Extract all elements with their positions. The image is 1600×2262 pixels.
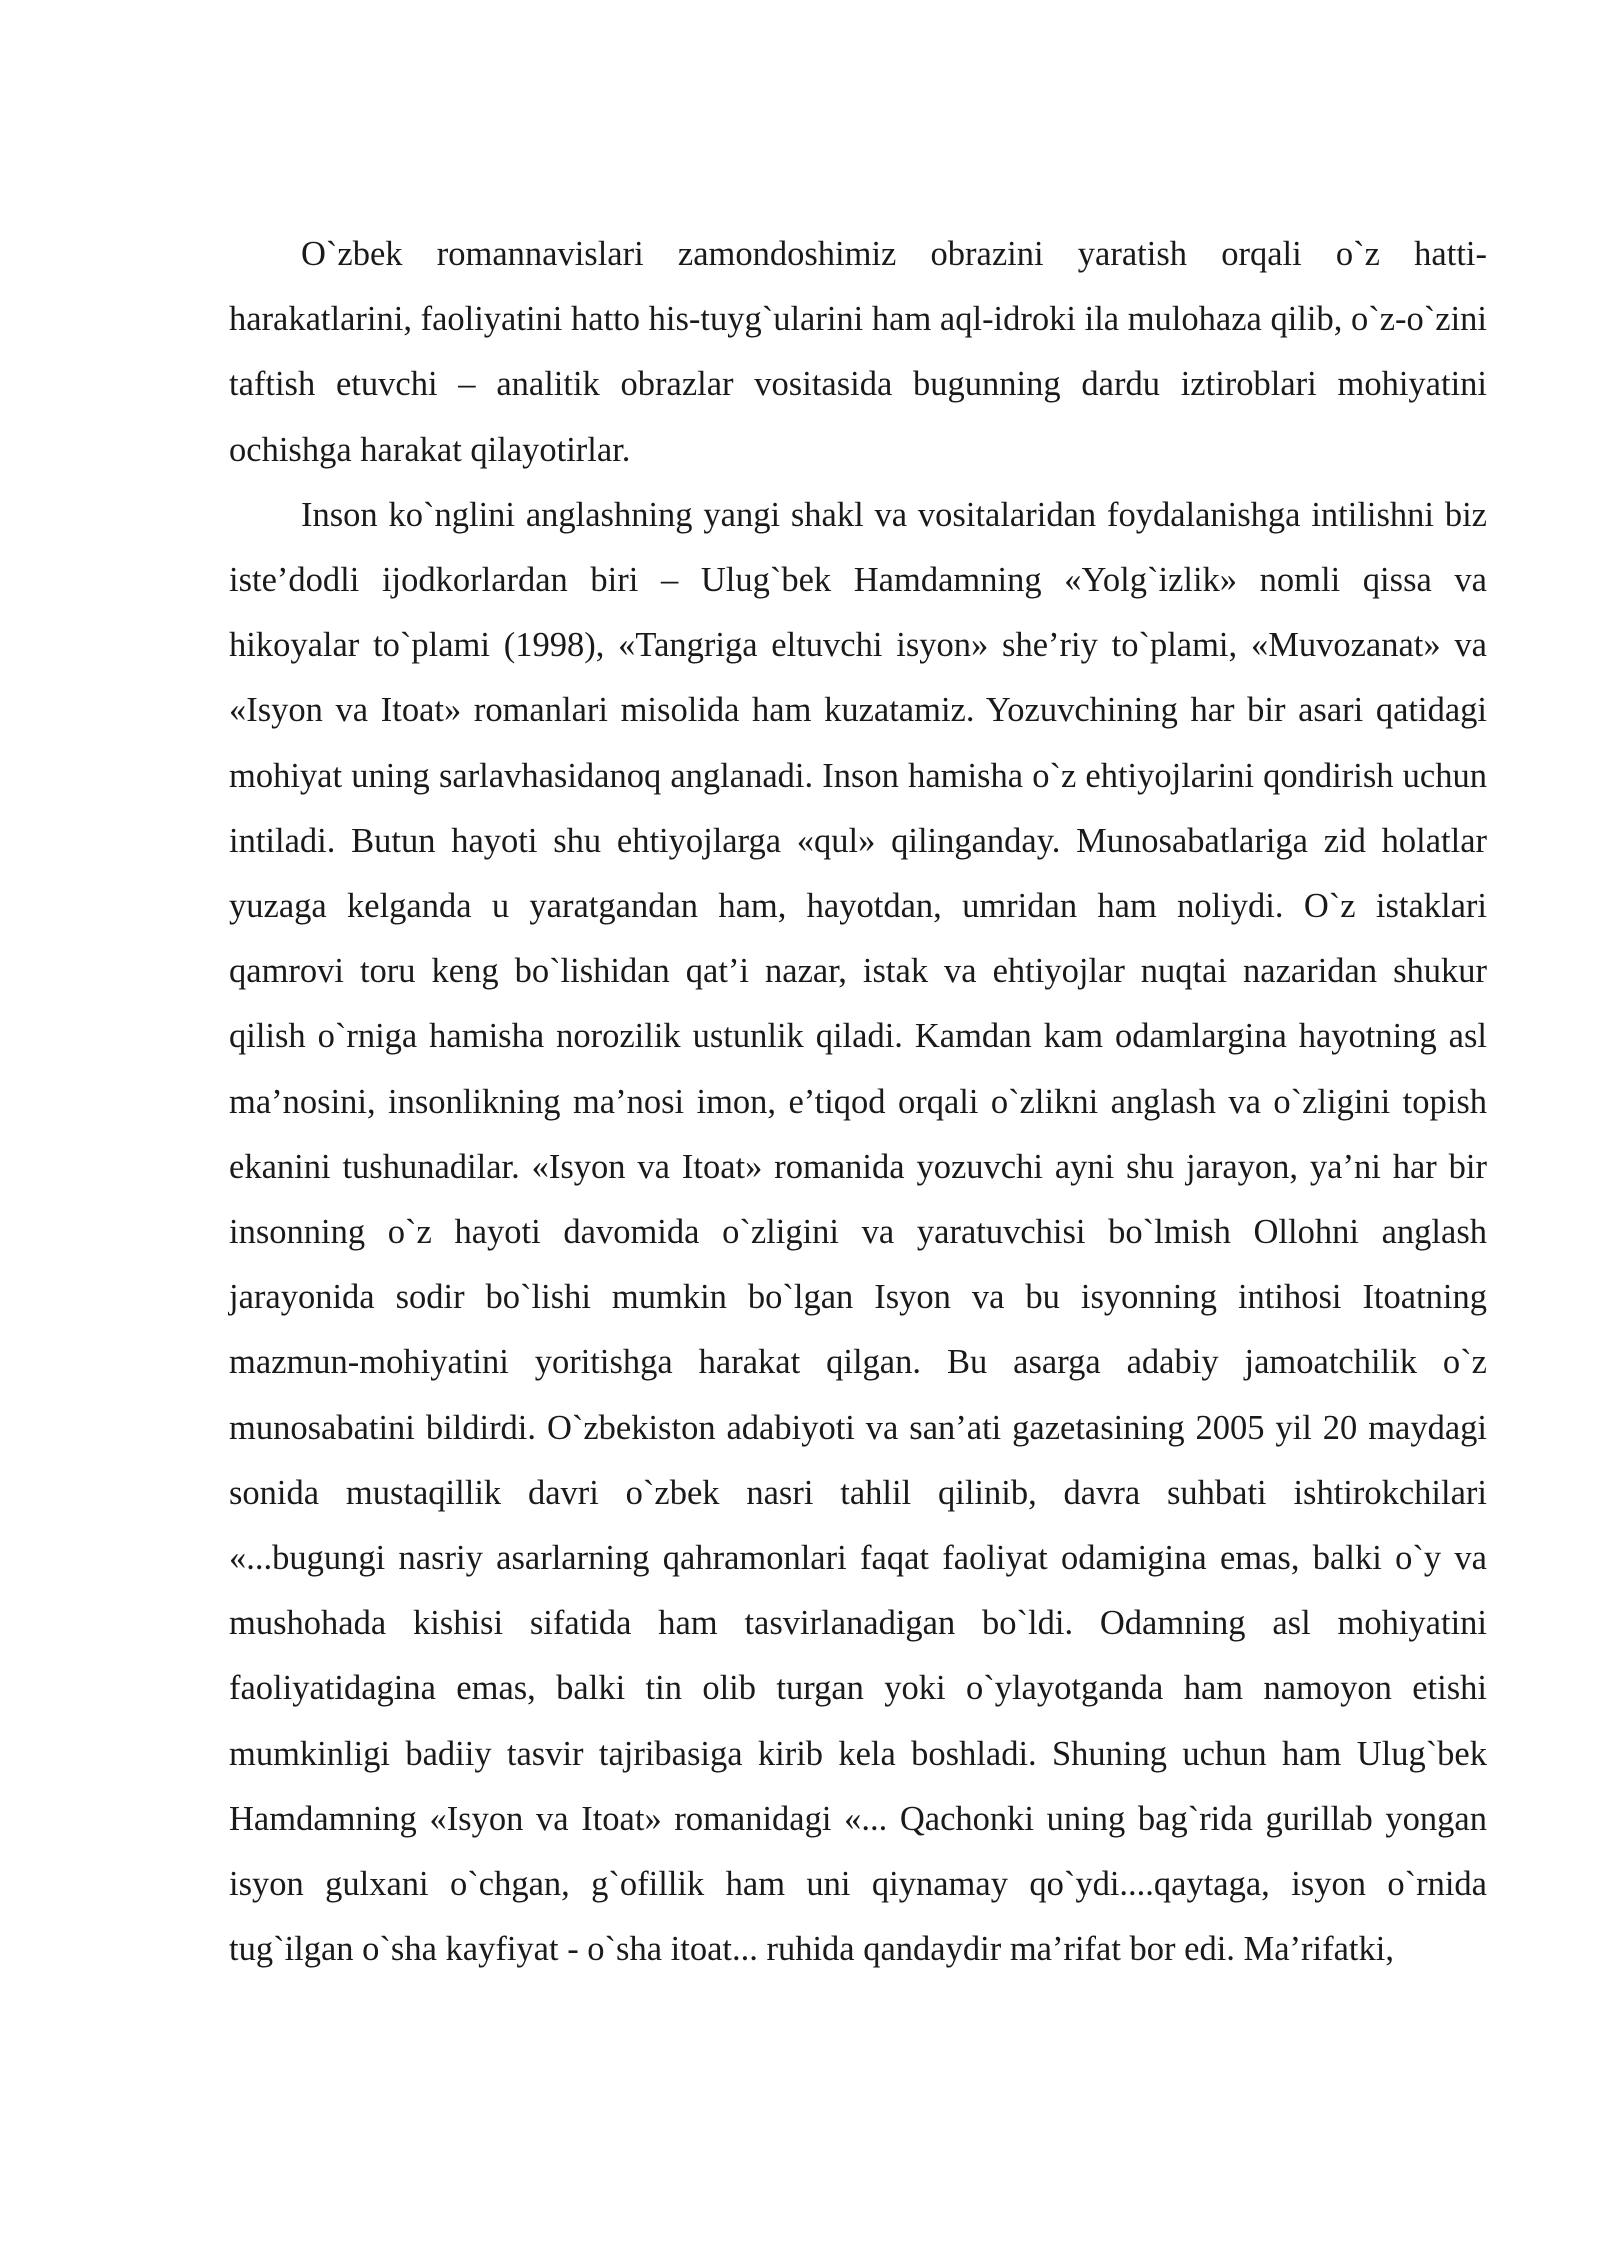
paragraph-2: Inson ko`nglini anglashning yangi shakl va vositalaridan foydalanishga intilishni biz iste’dodli ijodkorlardan biri – Ulug`bek Hamdamning «Yolg`izlik» nomli qissa va hikoyalar to`plami (1998), «Tangriga eltuvchi isyon» she’riy to`plami, «Muvozanat» va «Isyon va Itoat» romanlari misolida ham kuzatamiz. Yozuvchining har bir asari qatidagi mohiyat uning sarlavhasidanoq anglanadi. Inson hamisha o`z ehtiyojlarini qondirish uchun intiladi. Butun hayoti shu ehtiyojlarga «qul» qilinganday. Munosabatlariga zid holatlar yuzaga kelganda u yaratgandan ham, hayotdan, umridan ham noliydi. O`z istaklari qamrovi toru keng bo`lishidan qat’i nazar, istak va ehtiyojlar nuqtai nazaridan shukur qilish o`rniga hamisha norozilik ustunlik qiladi. Kamdan kam odamlargina hayotning asl ma’nosini, insonlikning ma’nosi imon, e’tiqod orqali o`zlikni anglash va o`zligini topish ekanini tushunadilar. «Isyon va Itoat» romanida yozuvchi ayni shu jarayon, ya’ni har bir insonning o`z hayoti davomida o`zligini va yaratuvchisi bo`lmish Ollohni anglash jarayonida sodir bo`lishi mumkin bo`lgan Isyon va bu isyonning intihosi Itoatning mazmun-mohiyatini yoritishga harakat qilgan. Bu asarga adabiy jamoatchilik o`z munosabatini bildirdi. O`zbekiston adabiyoti va san’ati gazetasining 2005 yil 20 maydagi sonida mustaqillik davri o`zbek nasri tahlil qilinib, davra suhbati ishtirokchilari «...bugungi nasriy asarlarning qahramonlari faqat faoliyat odamigina emas, balki o`y va mushohada kishisi sifatida ham tasvirlanadigan bo`ldi. Odamning asl mohiyatini faoliyatidagina emas, balki tin olib turgan yoki o`ylayotganda ham namoyon etishi mumkinligi badiiy tasvir tajribasiga kirib kela boshladi. Shuning uchun ham Ulug`bek Hamdamning «Isyon va Itoat» romanidagi «... Qachonki uning bag`rida gurillab yongan isyon gulxani o`chgan, g`ofillik ham uni qiynamay qo`ydi....qaytaga, isyon o`rnida tug`ilgan o`sha kayfiyat - o`sha itoat... ruhida qandaydir ma’rifat bor edi. Ma’rifatki, [229, 495, 1487, 1969]
paragraph-1: O`zbek romannavislari zamondoshimiz obrazini yaratish orqali o`z hatti-harakatlarini, faoliyatini hatto his-tuyg`ularini ham aql-idroki ila mulohaza qilib, o`z-o`zini taftish etuvchi – analitik obrazlar vositasida bugunning dardu iztiroblari mohiyatini ochishga harakat qilayotirlar. [229, 235, 1487, 469]
document-body [229, 222, 1487, 1982]
